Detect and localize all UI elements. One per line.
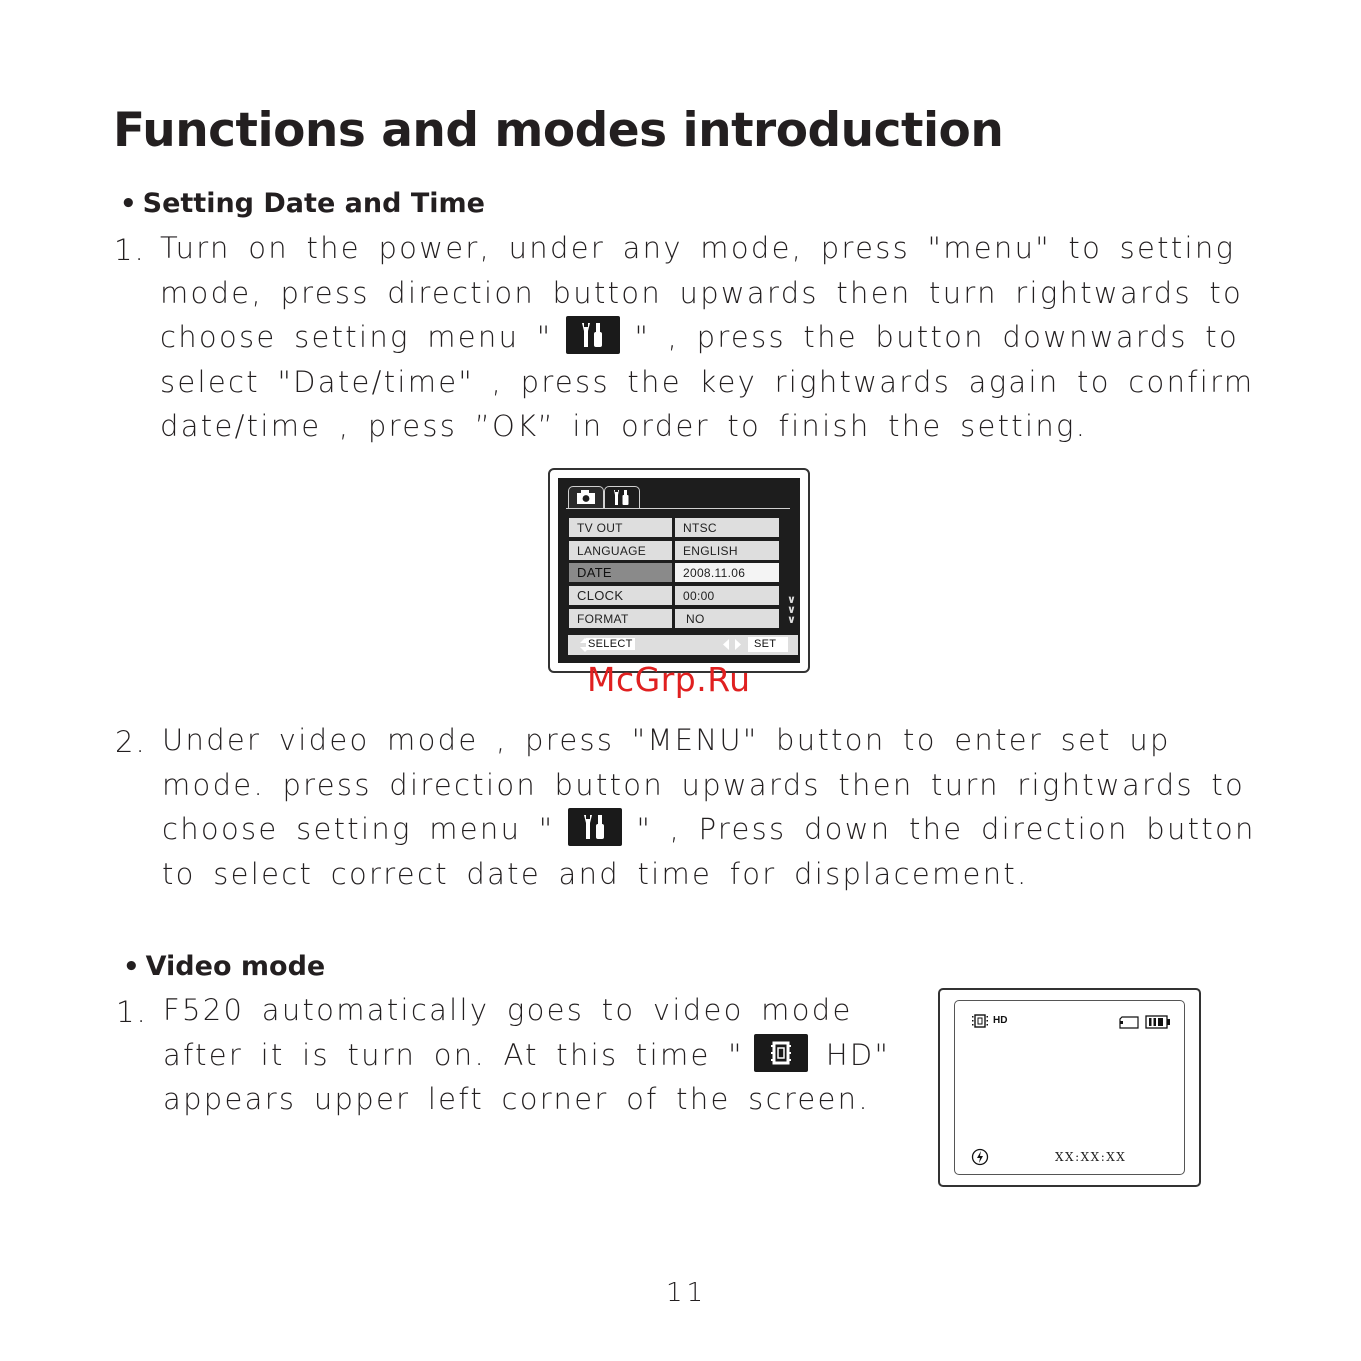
row-value: NO <box>675 609 779 628</box>
page-number: 11 <box>666 1278 708 1308</box>
row-label: TV OUT <box>569 518 672 537</box>
section-heading-date-time <box>120 187 485 221</box>
tools-icon <box>566 316 620 354</box>
section-heading-text: Video mode <box>145 951 326 982</box>
tools-icon <box>568 808 622 846</box>
row-value-selected: 2008.11.06 <box>675 563 779 582</box>
text-line: mode. press direction button upwards then turn rightwards to <box>162 767 1246 802</box>
video-mode-icon <box>754 1034 808 1072</box>
row-value: ENGLISH <box>675 541 779 560</box>
footer-select-label: SELECT <box>588 638 633 650</box>
text-line: date/time , press ”OK” in order to finish the setting. <box>160 409 1088 444</box>
text-line: to select correct date and time for displacement. <box>162 856 1029 891</box>
text-fragment: choose setting menu " <box>162 812 555 847</box>
text-line <box>162 807 1256 852</box>
battery-icon <box>1145 1015 1171 1029</box>
tab-divider <box>566 508 790 509</box>
menu-footer-bar <box>568 635 798 655</box>
text-line: appears upper left corner of the screen. <box>163 1082 870 1117</box>
step-2-text <box>162 718 1256 896</box>
memory-card-icon <box>1119 1016 1139 1029</box>
step-number: 2. <box>115 725 147 759</box>
row-value: 00:00 <box>675 586 779 605</box>
step-1-text <box>160 226 1254 449</box>
timecode: XX:XX:XX <box>1055 1150 1127 1164</box>
row-label: CLOCK <box>569 586 672 605</box>
text-fragment: after it is turn on. At this time " <box>163 1037 744 1072</box>
bullet-icon: • <box>123 952 140 982</box>
text-fragment: " , Press down the direction button <box>636 812 1256 847</box>
camera-tab <box>568 486 604 509</box>
settings-menu-screen <box>548 468 810 673</box>
scroll-down-icon: ∨ ∨ ∨ <box>787 593 796 626</box>
video-mode-screen <box>938 988 1201 1187</box>
video-mode-icon <box>971 1014 989 1028</box>
text-line <box>163 1033 890 1078</box>
step-number: 1. <box>116 995 148 1029</box>
text-line: Turn on the power, under any mode, press "menu" to setting <box>160 231 1236 265</box>
text-line: select "Date/time" , press the key rightwards again to confirm <box>160 364 1255 399</box>
camera-icon <box>569 487 603 507</box>
video-step-1-text <box>163 988 890 1122</box>
tools-icon <box>605 487 639 507</box>
text-fragment: " , press the button downwards to <box>634 320 1239 355</box>
watermark: McGrp.Ru <box>587 660 751 699</box>
flash-auto-icon <box>971 1148 989 1166</box>
row-value: NTSC <box>675 518 779 537</box>
text-line <box>160 315 1254 360</box>
video-mode-display <box>954 1000 1185 1175</box>
hd-label: HD <box>993 1015 1008 1026</box>
text-line: mode, press direction button upwards then turn rightwards to <box>160 275 1244 310</box>
left-right-arrows-icon <box>722 638 742 651</box>
bullet-icon: • <box>120 189 137 219</box>
footer-set-label: SET <box>754 638 777 650</box>
tools-tab <box>604 486 640 509</box>
text-line: F520 automatically goes to video mode <box>163 993 853 1027</box>
text-fragment: HD" <box>825 1037 891 1072</box>
section-heading-text: Setting Date and Time <box>142 188 485 219</box>
row-label: LANGUAGE <box>569 541 672 560</box>
text-line: Under video mode , press "MENU" button to enter set up <box>162 723 1171 757</box>
page-title: Functions and modes introduction <box>113 103 1004 158</box>
settings-menu-display <box>558 478 800 663</box>
step-number: 1. <box>114 233 146 267</box>
row-label-selected: DATE <box>569 563 672 582</box>
row-label: FORMAT <box>569 609 672 628</box>
section-heading-video-mode <box>123 950 325 984</box>
text-fragment: choose setting menu " <box>160 320 553 355</box>
